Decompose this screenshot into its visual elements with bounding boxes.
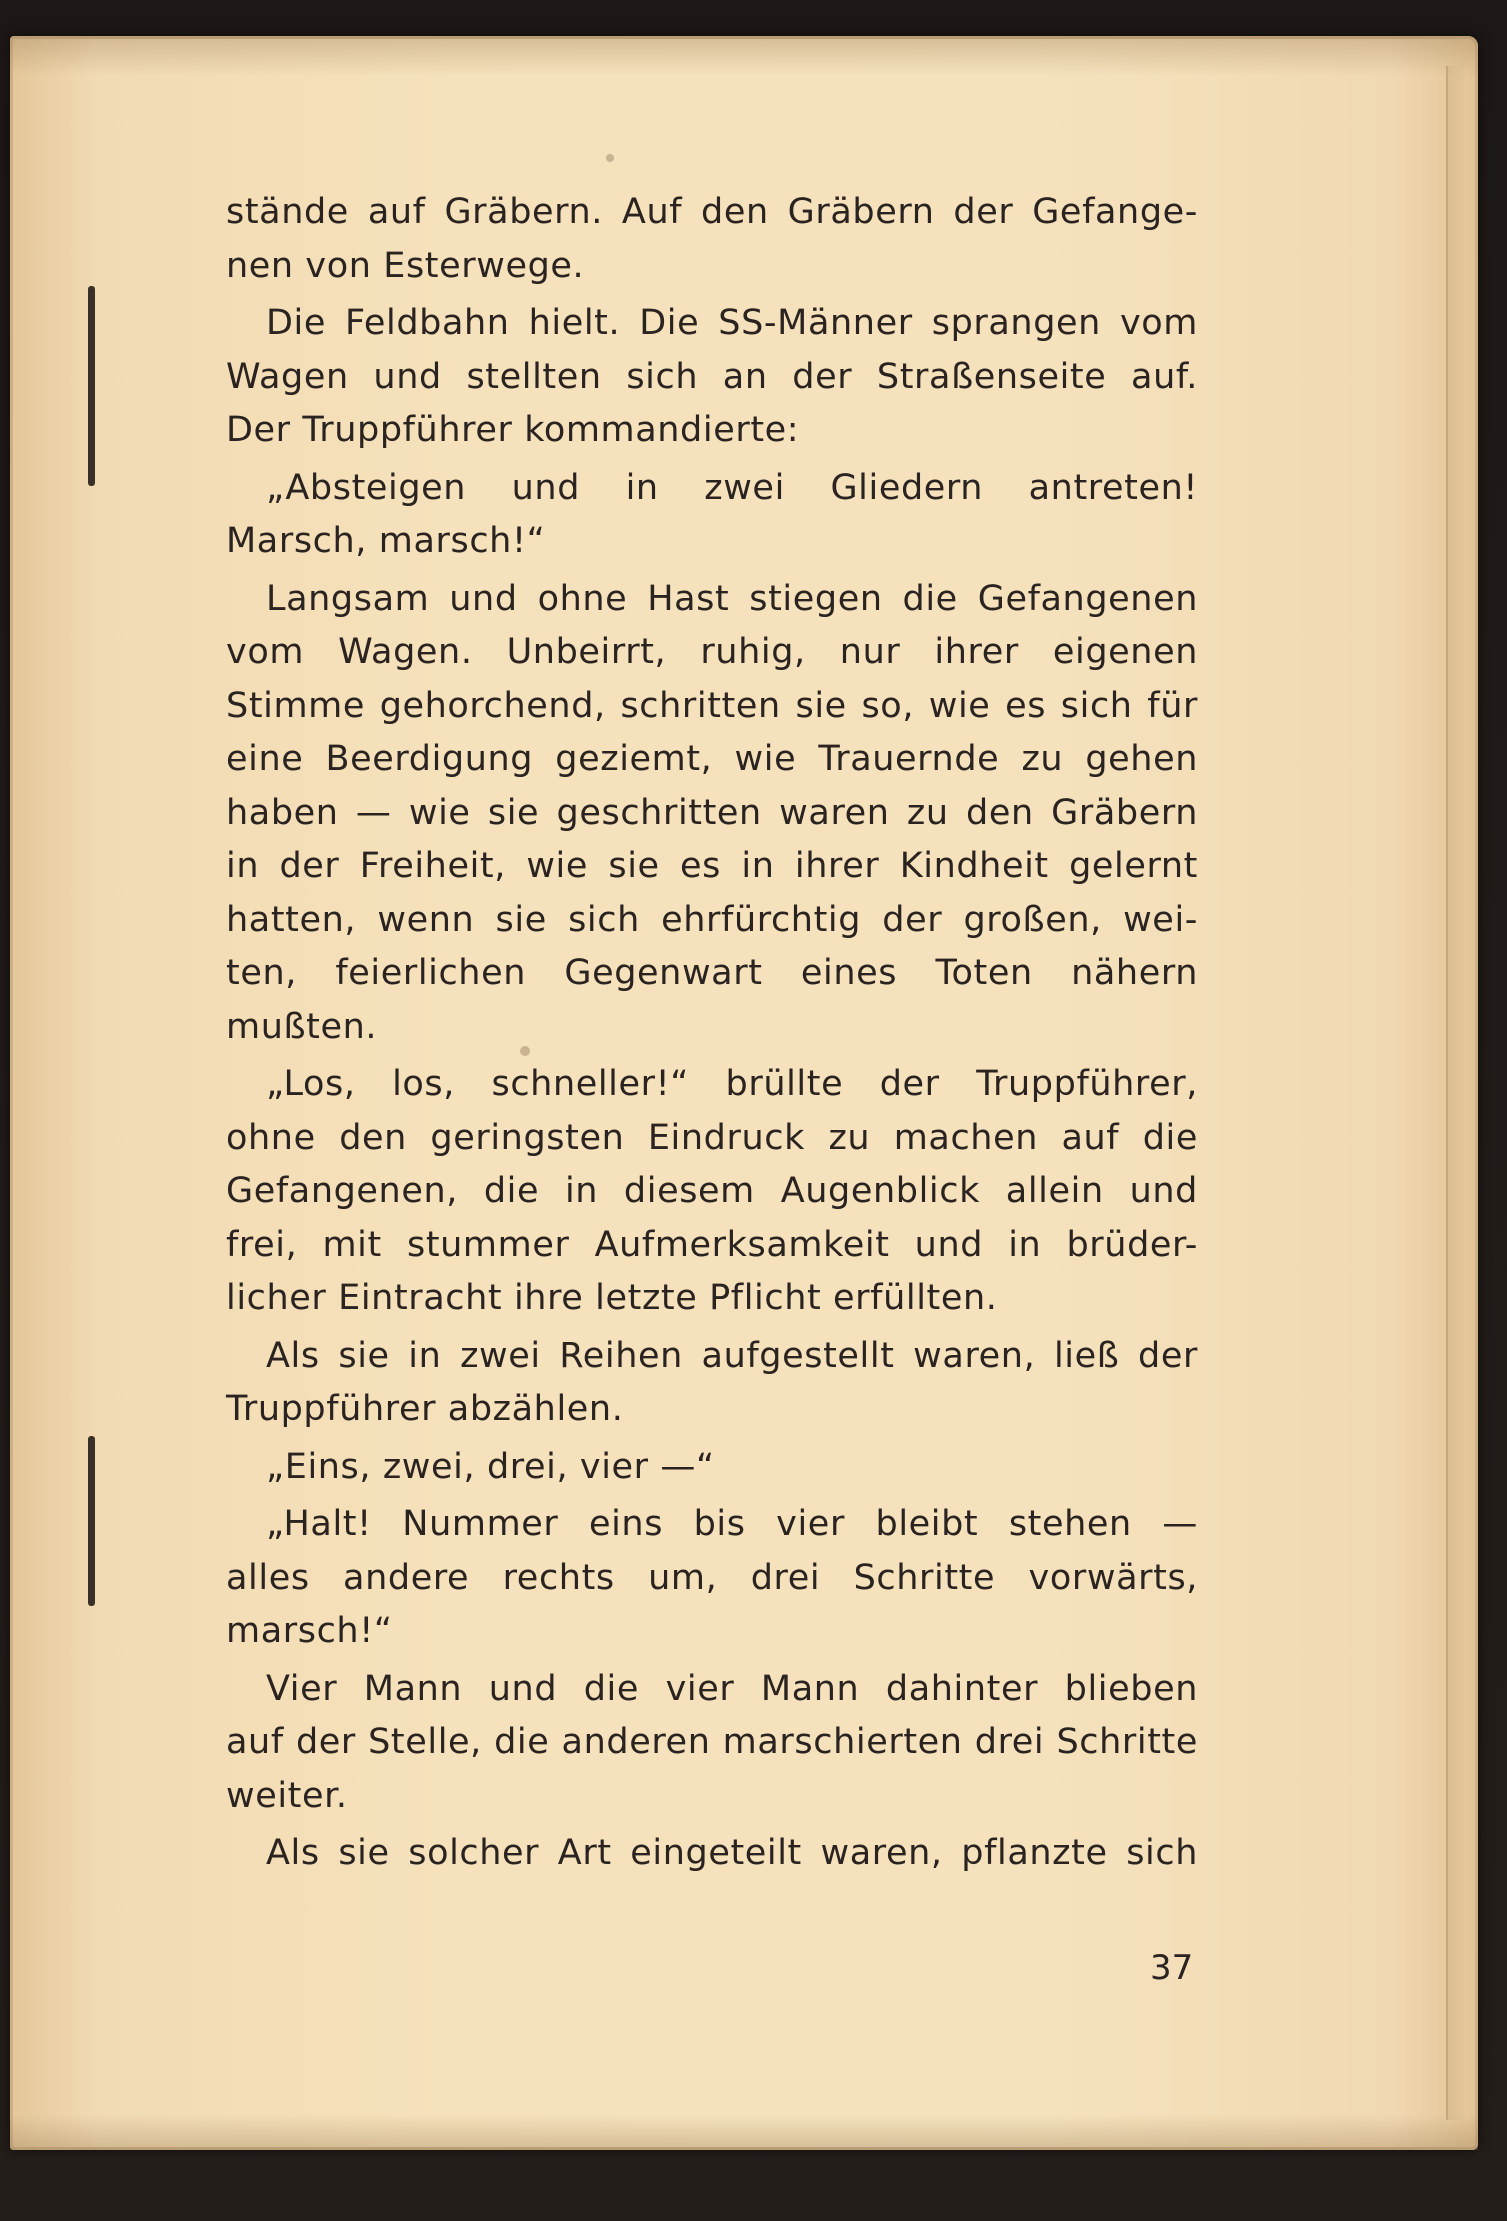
text-line: hatten, wenn sie sich ehrfürchtig der großen, wei- (226, 899, 1198, 940)
page-bottom-shadow (10, 2114, 1478, 2150)
text-line: vom Wagen. Unbeirrt, ruhig, nur ihrer eigenen (226, 632, 1198, 672)
text-line: Vier Mann und die vier Mann dahinter blieben (266, 1668, 1198, 1709)
page-number: 37 (1150, 1948, 1194, 1988)
text-line: Truppführer abzählen. (226, 1389, 624, 1429)
text-line: haben — wie sie geschritten waren zu den Gräbern (226, 792, 1198, 833)
text-line: mußten. (226, 1006, 378, 1047)
page-right-edge (1446, 66, 1468, 2120)
text-line: marsch!“ (226, 1611, 393, 1651)
text-line: Als sie solcher Art eingeteilt waren, pflanzte sich (266, 1833, 1198, 1873)
text-line: „Absteigen und in zwei Gliedern antreten! (266, 467, 1198, 508)
text-line: in der Freiheit, wie sie es in ihrer Kindheit gelernt (226, 846, 1198, 886)
text-line: licher Eintracht ihre letzte Pflicht erfüllten. (226, 1278, 998, 1318)
text-line: ohne den geringsten Eindruck zu machen auf die (226, 1117, 1198, 1158)
text-line: frei, mit stummer Aufmerksamkeit und in brüder- (226, 1224, 1198, 1265)
body-text (226, 186, 1198, 1881)
text-line: „Halt! Nummer eins bis vier bleibt stehen — (266, 1504, 1198, 1544)
text-line: Wagen und stellten sich an der Straßenseite auf. (226, 356, 1198, 397)
page-top-shadow (10, 36, 1478, 76)
text-line: Langsam und ohne Hast stiegen die Gefangenen (266, 578, 1198, 619)
text-line: Als sie in zwei Reihen aufgestellt waren, ließ der (266, 1335, 1198, 1376)
text-line: ten, feierlichen Gegenwart eines Toten nähern (226, 953, 1198, 993)
binding-staple-top (88, 286, 95, 486)
text-line: weiter. (226, 1775, 348, 1816)
binding-staple-bottom (88, 1436, 95, 1606)
text-line: Stimme gehorchend, schritten sie so, wie es sich für (226, 685, 1198, 726)
text-line: alles andere rechts um, drei Schritte vorwärts, (226, 1557, 1198, 1598)
text-line: stände auf Gräbern. Auf den Gräbern der Gefange- (226, 192, 1198, 232)
text-line: Marsch, marsch!“ (226, 521, 546, 561)
text-line: auf der Stelle, die anderen marschierten drei Schritte (226, 1722, 1198, 1762)
text-line: eine Beerdigung geziemt, wie Trauernde zu gehen (226, 739, 1198, 779)
paper-speck (606, 154, 614, 162)
text-line: „Los, los, schneller!“ brüllte der Truppführer, (266, 1064, 1198, 1104)
text-line: nen von Esterwege. (226, 245, 585, 286)
text-line: „Eins, zwei, drei, vier —“ (266, 1446, 715, 1487)
text-line: Die Feldbahn hielt. Die SS-Männer sprangen vom (266, 303, 1198, 343)
text-line: Der Truppführer kommandierte: (226, 410, 800, 450)
text-line: Gefangenen, die in diesem Augenblick allein und (226, 1171, 1198, 1211)
